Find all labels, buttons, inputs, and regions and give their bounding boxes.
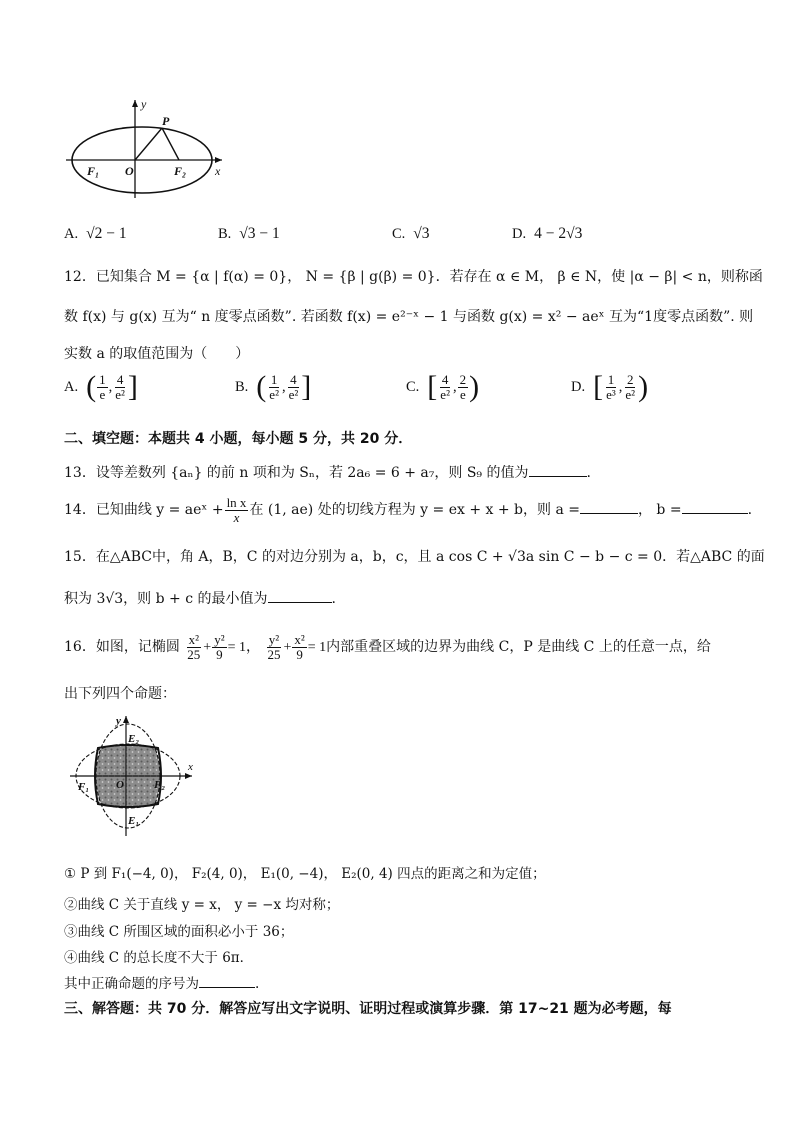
fig1-label-y: y [141, 97, 147, 111]
q12-line-2: 数 f(x) 与 g(x) 互为“ n 度零点函数”. 若函数 f(x) = e²⁻ˣ − 1 与函数 g(x) = x² − aeˣ 互为“1度零点函数”. 则 [64, 309, 754, 325]
fig1-label-x: x [215, 164, 221, 178]
q11-option-b[interactable]: B. √3 − 1 [218, 225, 280, 242]
q12-line-1: 12．已知集合 M = {α | f(α) = 0}， N = {β | g(β) = 0}．若存在 α ∈ M， β ∈ N，使 |α − β| < n，则称函 [64, 269, 763, 285]
q16-proposition-4: ④曲线 C 的总长度不大于 6π． [64, 950, 254, 966]
fig2-label-f1: F₁ [78, 781, 90, 793]
q16-proposition-3: ③曲线 C 所围区域的面积必小于 36； [64, 924, 294, 940]
fig2-label-f2: F₂ [154, 779, 166, 791]
section-3-heading: 三、解答题：共 70 分．解答应写出文字说明、证明过程或演算步骤．第 17~21 题为必考题，每 [64, 1001, 672, 1017]
fig1-label-f2: F₂ [174, 164, 187, 178]
fig1-label-p: P [162, 114, 170, 128]
q14-post: 在 (1, ae) 处的切线方程为 y = ex + x + b，则 a = [249, 502, 580, 519]
q16-proposition-2: ②曲线 C 关于直线 y = x， y = −x 均对称； [64, 897, 340, 913]
q11-option-c[interactable]: C. √3 [392, 225, 430, 242]
ellipse-figure-1 [62, 96, 232, 200]
q16-ask: 其中正确命题的序号为 . [64, 976, 260, 992]
q13-text: 13．设等差数列 {aₙ} 的前 n 项和为 Sₙ，若 2a₆ = 6 + a₇，则 S₉ 的值为 [64, 465, 529, 481]
q12-option-c[interactable]: C. [ $\frac{4}{\text{e²}}$ , $\frac{2}{e}$ ) [406, 370, 480, 403]
fig2-label-x: x [188, 761, 193, 773]
ellipse-figure-2 [68, 712, 198, 838]
q15-line-1: 15．在△ABC中，角 A，B，C 的对边分别为 a，b，c，且 a cos C + √3a sin C − b − c = 0．若△ABC 的面 [64, 549, 765, 565]
q16-proposition-1: ① P 到 F₁(−4, 0)， F₂(4, 0)， E₁(0, −4)， E₂(0, 4) 四点的距离之和为定值； [64, 866, 546, 882]
section-2-heading: 二、填空题：本题共 4 小题，每小题 5 分，共 20 分． [64, 431, 413, 447]
q15-answer-blank[interactable] [268, 602, 332, 603]
fig1-label-o: O [125, 164, 134, 178]
q12-option-a[interactable]: A. ( $\frac{1}{e}$ , $\frac{4}{\text{e²}}$ ] [64, 370, 138, 403]
fig2-label-y: y [116, 715, 121, 727]
q12-option-b[interactable]: B. ( $\frac{1}{\text{e²}}$ , $\frac{4}{\text{e²}}$ ] [235, 370, 312, 403]
q16-answer-blank[interactable] [199, 987, 255, 988]
q11-option-a[interactable]: A. √2 − 1 [64, 225, 127, 242]
q14-pre: 14．已知曲线 y = aeˣ + [64, 502, 224, 519]
q12-option-d[interactable]: D. [ $\frac{1}{\text{e³}}$ , $\frac{2}{\text{e²}}$ ) [571, 370, 649, 403]
q13-answer-blank[interactable] [529, 476, 587, 477]
q14: 14．已知曲线 y = aeˣ + $\frac{\text{ln x}}{x}$ 在 (1, ae) 处的切线方程为 y = ex + x + b，则 a = ， b = . [64, 495, 753, 525]
fig1-label-f1: F₁ [87, 164, 100, 178]
q14-answer-a-blank[interactable] [580, 513, 638, 514]
fig2-label-e2: E₂ [128, 733, 140, 745]
q16-line-2: 出下列四个命题： [64, 686, 176, 702]
q16-line-1: 16．如图，记椭圆 $\frac{\text{x²}}{25}$ + $\frac{\text{y²}}{9}$ = 1， $\frac{\text{y²}}{25}$ + $\frac{\text{x²}}{9}$ = 1内部重叠区域的边界为曲线 C，P 是曲线 C 上的任意一点，给 [64, 632, 711, 662]
fig2-label-e1: E₁ [128, 815, 140, 827]
fig2-label-o: O [116, 779, 124, 791]
q13: 13．设等差数列 {aₙ} 的前 n 项和为 Sₙ，若 2a₆ = 6 + a₇，则 S₉ 的值为 . [64, 465, 591, 481]
q11-option-d[interactable]: D. 4 − 2√3 [512, 225, 583, 242]
q15-line-2: 积为 3√3，则 b + c 的最小值为 . [64, 591, 336, 607]
q14-answer-b-blank[interactable] [682, 513, 748, 514]
q12-line-3: 实数 a 的取值范围为（ ） [64, 346, 250, 362]
